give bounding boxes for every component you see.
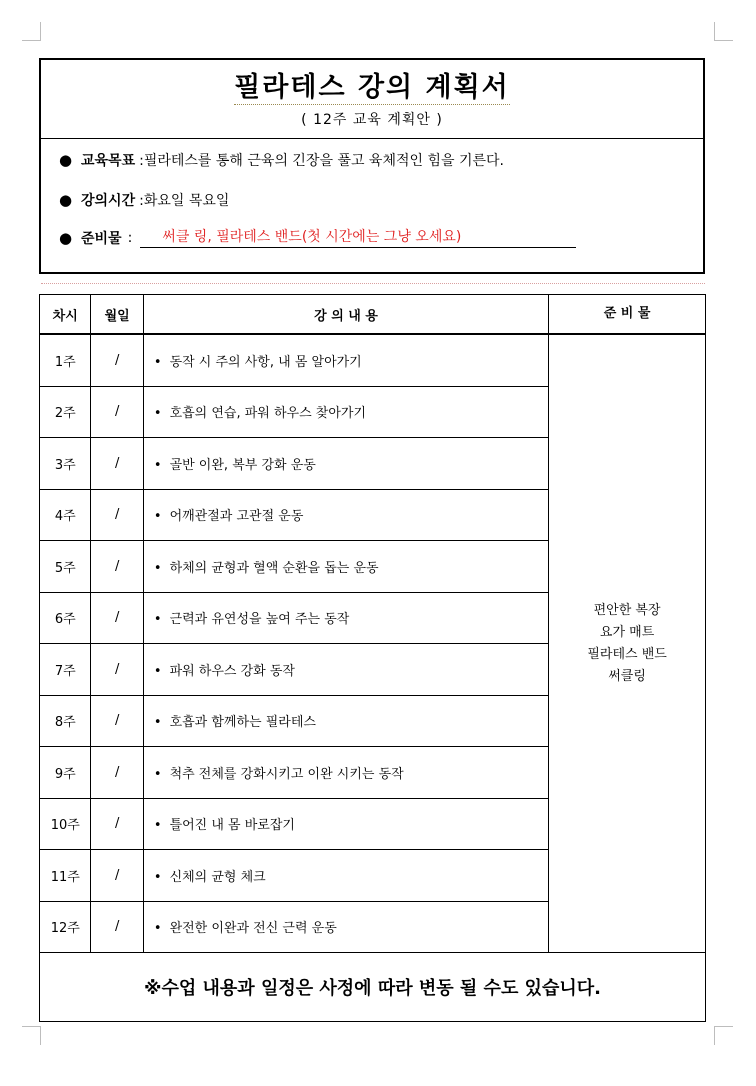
- header-prep: 준 비 물: [549, 295, 706, 335]
- goal-label[interactable]: 교육목표: [81, 153, 136, 169]
- prep-colon: :: [127, 230, 133, 246]
- content-cell[interactable]: [143, 489, 548, 541]
- content-text: 호흡의 연습, 파워 하우스 찾아가기: [169, 406, 367, 422]
- table-header-row: [40, 295, 706, 335]
- bullet-icon: •: [153, 612, 162, 628]
- content-text: 파워 하우스 강화 동작: [169, 663, 295, 679]
- week-cell[interactable]: 8주: [40, 695, 91, 747]
- bullet-icon: ●: [59, 229, 73, 247]
- date-cell[interactable]: /: [91, 386, 143, 438]
- bullet-icon: •: [153, 663, 162, 679]
- date-cell[interactable]: /: [91, 695, 143, 747]
- week-cell[interactable]: 6주: [40, 592, 91, 644]
- time-row: [59, 190, 703, 210]
- content-text: 틀어진 내 몸 바로잡기: [169, 818, 295, 834]
- date-cell[interactable]: /: [91, 798, 143, 850]
- content-cell[interactable]: [143, 592, 548, 644]
- prep-item: 필라테스 밴드: [587, 646, 667, 662]
- header-date: 월일: [91, 295, 143, 335]
- bullet-icon: •: [153, 509, 162, 525]
- goal-row: [59, 150, 703, 170]
- prep-label[interactable]: 준비물: [81, 231, 122, 247]
- bullet-icon: •: [153, 921, 162, 937]
- prep-value[interactable]: 써클 링, 필라테스 밴드(첫 시간에는 그냥 오세요): [140, 228, 576, 248]
- week-cell[interactable]: 4주: [40, 489, 91, 541]
- table-row: [40, 334, 706, 386]
- date-cell[interactable]: /: [91, 541, 143, 593]
- week-cell[interactable]: 11주: [40, 850, 91, 902]
- crop-mark-bottom-left: [22, 1026, 41, 1045]
- content-text: 골반 이완, 복부 강화 운동: [169, 457, 316, 473]
- bullet-icon: •: [153, 766, 162, 782]
- content-cell[interactable]: [143, 901, 548, 953]
- date-cell[interactable]: /: [91, 334, 143, 386]
- content-cell[interactable]: [143, 798, 548, 850]
- content-text: 근력과 유연성을 높여 주는 동작: [169, 612, 350, 628]
- info-section: [41, 150, 703, 248]
- time-label[interactable]: 강의시간: [81, 193, 136, 209]
- content-cell[interactable]: [143, 695, 548, 747]
- prep-item: 편안한 복장: [593, 602, 661, 618]
- content-cell[interactable]: [143, 334, 548, 386]
- content-text: 신체의 균형 체크: [169, 869, 266, 885]
- content-cell[interactable]: [143, 438, 548, 490]
- week-cell[interactable]: 7주: [40, 644, 91, 696]
- section-divider: [41, 283, 705, 284]
- week-cell[interactable]: 5주: [40, 541, 91, 593]
- prep-items-cell[interactable]: [549, 334, 706, 953]
- bullet-icon: •: [153, 560, 162, 576]
- date-cell[interactable]: /: [91, 901, 143, 953]
- week-cell[interactable]: 10주: [40, 798, 91, 850]
- content-text: 척추 전체를 강화시키고 이완 시키는 동작: [169, 766, 404, 782]
- header-content: 강 의 내 용: [143, 295, 548, 335]
- content-cell[interactable]: [143, 850, 548, 902]
- date-cell[interactable]: /: [91, 850, 143, 902]
- date-cell[interactable]: /: [91, 747, 143, 799]
- week-cell[interactable]: 9주: [40, 747, 91, 799]
- date-cell[interactable]: /: [91, 438, 143, 490]
- bullet-icon: •: [153, 457, 162, 473]
- crop-mark-bottom-right: [714, 1026, 733, 1045]
- header-week: 차시: [40, 295, 91, 335]
- content-text: 하체의 균형과 혈액 순환을 돕는 운동: [169, 560, 379, 576]
- date-cell[interactable]: /: [91, 592, 143, 644]
- content-text: 호흡과 함께하는 필라테스: [169, 715, 316, 731]
- crop-mark-top-left: [22, 22, 41, 41]
- time-value[interactable]: :화요일 목요일: [139, 193, 230, 209]
- content-text: 어깨관절과 고관절 운동: [169, 509, 304, 525]
- week-cell[interactable]: 3주: [40, 438, 91, 490]
- bullet-icon: •: [153, 869, 162, 885]
- bullet-icon: •: [153, 818, 162, 834]
- schedule-table: [39, 294, 706, 1022]
- page-subtitle[interactable]: ( 12주 교육 계획안 ): [301, 112, 443, 128]
- content-cell[interactable]: [143, 386, 548, 438]
- bullet-icon: ●: [59, 191, 73, 209]
- prep-item: 써클링: [608, 668, 646, 684]
- title-area: [41, 60, 703, 139]
- page-title[interactable]: 필라테스 강의 계획서: [234, 72, 510, 103]
- week-cell[interactable]: 12주: [40, 901, 91, 953]
- content-cell[interactable]: [143, 541, 548, 593]
- prep-item: 요가 매트: [599, 624, 655, 640]
- bullet-icon: •: [153, 354, 162, 370]
- bullet-icon: •: [153, 406, 162, 422]
- content-text: 완전한 이완과 전신 근력 운동: [169, 921, 337, 937]
- note-row: [40, 953, 706, 1022]
- prep-row: [59, 228, 703, 248]
- date-cell[interactable]: /: [91, 644, 143, 696]
- date-cell[interactable]: /: [91, 489, 143, 541]
- content-cell[interactable]: [143, 644, 548, 696]
- goal-value[interactable]: :필라테스를 통해 근육의 긴장을 풀고 육체적인 힘을 기른다.: [139, 153, 505, 169]
- note-cell[interactable]: ※수업 내용과 일정은 사정에 따라 변동 될 수도 있습니다.: [40, 953, 706, 1022]
- content-cell[interactable]: [143, 747, 548, 799]
- bullet-icon: •: [153, 715, 162, 731]
- week-cell[interactable]: 1주: [40, 334, 91, 386]
- bullet-icon: ●: [59, 151, 73, 169]
- crop-mark-top-right: [714, 22, 733, 41]
- content-text: 동작 시 주의 사항, 내 몸 알아가기: [169, 354, 362, 370]
- header-box: [39, 58, 705, 274]
- week-cell[interactable]: 2주: [40, 386, 91, 438]
